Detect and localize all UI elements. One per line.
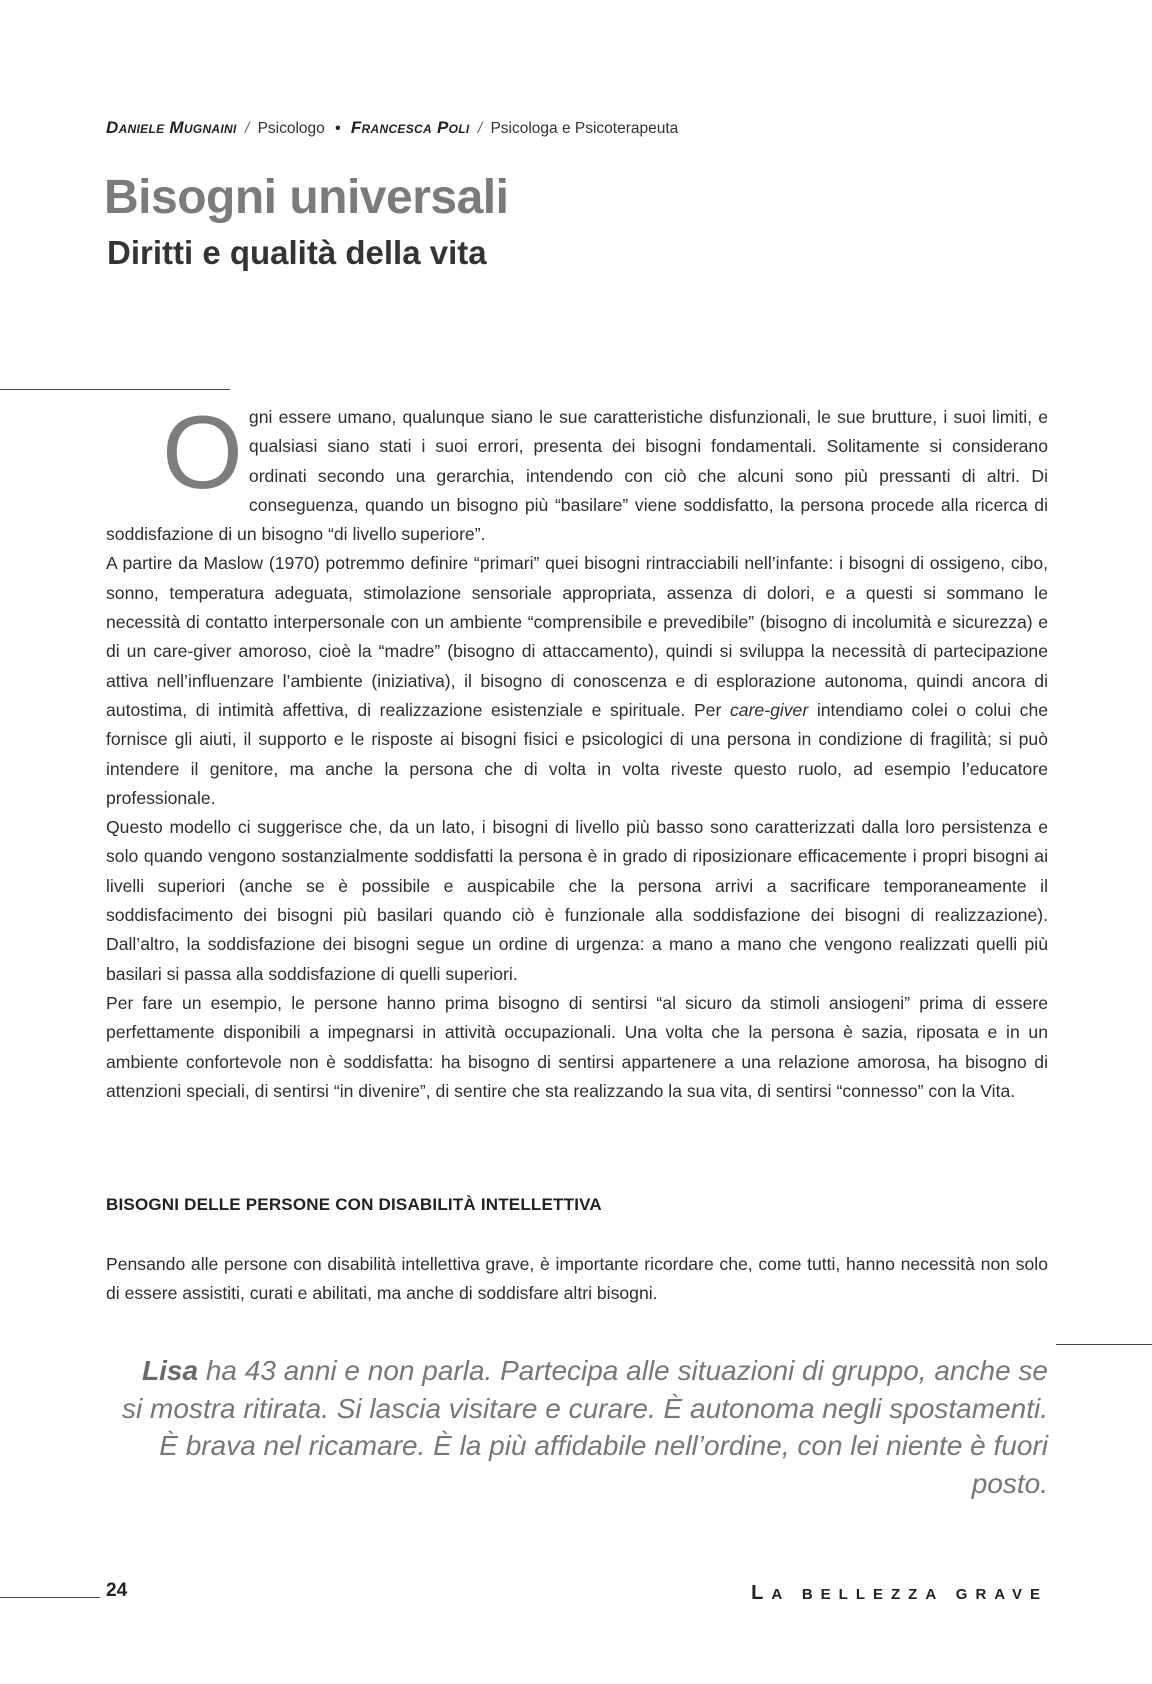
divider [0,1597,100,1598]
page-number: 24 [106,1580,128,1601]
footer-title-initial: L [751,1582,772,1604]
running-footer-title [751,1582,1048,1605]
article-title: Bisogni universali [104,171,509,224]
paragraph [106,395,1048,549]
article-body [106,395,1049,1106]
section-heading: BISOGNI DELLE PERSONE CON DISABILITÀ INTELLETTIVA [106,1195,602,1214]
author-role: Psicologo [257,120,325,137]
article-subtitle: Diritti e qualità della vita [107,234,487,271]
byline-separator: / [477,120,483,137]
divider [1056,1344,1152,1345]
byline-separator: / [244,120,250,137]
author-name: Daniele Mugnaini [106,118,237,137]
paragraph-text: A partire da Maslow (1970) potremmo definire “primari” quei bisogni rintracciabili nell’infante: i bisogni di ossigeno, cibo, sonno, temperatura adeguata, stimolazione sensoriale appropriata, assenza di dolori, e a questi si sommano le necessità di contatto interpersonale con un ambiente “comprensibile e prevedibile” (bisogno di incolumità e sicurezza) e di un care-giver amoroso, cioè la “madre” (bisogno di attaccamento), quindi si sviluppa la necessità di partecipazione attiva nell’influenzare l’ambiente (iniziativa), il bisogno di conoscenza e di esplorazione autonoma, quindi ancora di autostima, di intimità affettiva, di realizzazione esistenziale e spirituale. Per [106,553,1048,720]
byline-bullet: • [335,120,341,137]
footer-title-rest: A BELLEZZA GRAVE [771,1586,1048,1603]
divider [0,389,230,390]
paragraph-text: intendiamo colei o colui che fornisce gli aiuti, il supporto e le risposte ai bisogni fisici e psicologici di una persona in condizione di fragilità; si può intendere il genitore, ma anche la persona che di volta in volta riveste questo ruolo, ad esempio l’educatore professionale. [106,699,1049,808]
paragraph [106,549,1048,813]
paragraph-text: gni essere umano, qualunque siano le sue caratteristiche disfunzionali, le sue brutture, i suoi limiti, e qualsiasi siano stati i suoi errori, presenta dei bisogni fondamentali. Solitamente si considerano ordinati secondo una gerarchia, intendendo con ciò che alcuni sono più pressanti di altri. Di conseguenza, quando un bisogno più “basilare” viene soddisfatto, la persona procede alla ricerca di soddisfazione di un bisogno “di livello superiore”. [106,407,1048,545]
emphasis: care-giver [729,699,809,720]
byline [106,118,678,138]
quote-name: Lisa [142,1355,199,1386]
quote-text: ha 43 anni e non parla. Partecipa alle situazioni di gruppo, anche se si mostra ritirata. Si lascia visitare e curare. È autonoma negli spostamenti. È brava nel ricamare. È la più affidabile nell’ordine, con lei niente è fuori posto. [122,1355,1048,1499]
pull-quote [118,1352,1048,1502]
author-role: Psicologa e Psicoterapeuta [490,120,679,137]
section-paragraph: Pensando alle persone con disabilità intellettiva grave, è importante ricordare che, come tutti, hanno necessità non solo di essere assistiti, curati e abilitati, ma anche di soddisfare altri bisogni. [106,1254,1048,1304]
drop-cap: O [162,395,243,511]
paragraph: Per fare un esempio, le persone hanno prima bisogno di sentirsi “al sicuro da stimoli ansiogeni” prima di essere perfettamente disponibili a impegnarsi in attività occupazionali. Una volta che la persona è sazia, riposata e in un ambiente confortevole non è soddisfatta: ha bisogno di sentirsi appartenere a una relazione amorosa, ha bisogno di attenzioni speciali, di sentirsi “in divenire”, di sentire che sta realizzando la sua vita, di sentirsi “connesso” con la Vita. [106,992,1048,1101]
author-name: Francesca Poli [350,118,470,137]
paragraph: Questo modello ci suggerisce che, da un lato, i bisogni di livello più basso sono caratterizzati dalla loro persistenza e solo quando vengono sostanzialmente soddisfatti la persona è in grado di riposizionare efficacemente i propri bisogni ai livelli superiori (anche se è possibile e auspicabile che la persona arrivi a sacrificare temporaneamente il soddisfacimento dei bisogni più basilari quando ciò è funzionale alla soddisfazione dei bisogni di realizzazione). Dall’altro, la soddisfazione dei bisogni segue un ordine di urgenza: a mano a mano che vengono realizzati quelli più basilari si passa alla soddisfazione di quelli superiori. [106,817,1048,984]
